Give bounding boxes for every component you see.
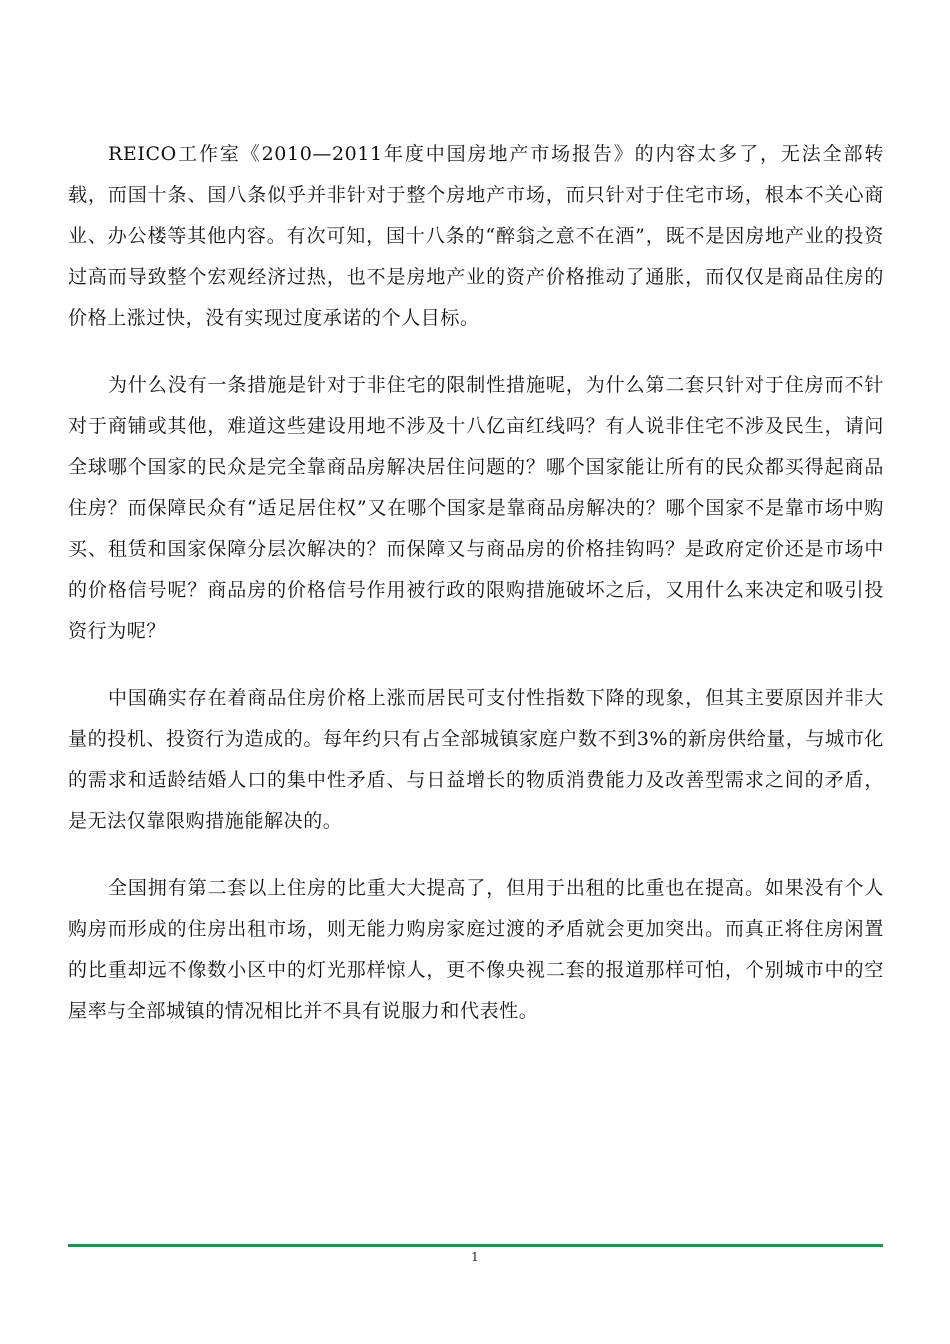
document-body [68,134,884,1058]
footer-divider [68,1244,883,1247]
paragraph-4: 全国拥有第二套以上住房的比重大大提高了，但用于出租的比重也在提高。如果没有个人购房而形成的住房出租市场，则无能力购房家庭过渡的矛盾就会更加突出。而真正将住房闲置的比重却远不像数小区中的灯光那样惊人，更不像央视二套的报道那样可怕，个别城市中的空屋率与全部城镇的情况相比并不具有说服力和代表性。 [68,877,884,1022]
paragraph-1: REICO工作室《2010—2011年度中国房地产市场报告》的内容太多了，无法全部转载，而国十条、国八条似乎并非针对于整个房地产市场，而只针对于住宅市场，根本不关心商业、办公楼等其他内容。有次可知，国十八条的“醉翁之意不在酒”，既不是因房地产业的投资过高而导致整个宏观经济过热，也不是房地产业的资产价格推动了通胀，而仅仅是商品住房的价格上涨过快，没有实现过度承诺的个人目标。 [68,143,884,329]
paragraph-2: 为什么没有一条措施是针对于非住宅的限制性措施呢，为什么第二套只针对于住房而不针对于商铺或其他，难道这些建设用地不涉及十八亿亩红线吗？有人说非住宅不涉及民生，请问全球哪个国家的民众是完全靠商品房解决居住问题的？哪个国家能让所有的民众都买得起商品住房？而保障民众有“适足居住权”又在哪个国家是靠商品房解决的？哪个国家不是靠市场中购买、租赁和国家保障分层次解决的？而保障又与商品房的价格挂钩吗？是政府定价还是市场中的价格信号呢？商品房的价格信号作用被行政的限购措施破坏之后，又用什么来决定和吸引投资行为呢？ [68,374,884,642]
paragraph-3: 中国确实存在着商品住房价格上涨而居民可支付性指数下降的现象，但其主要原因并非大量的投机、投资行为造成的。每年约只有占全部城镇家庭户数不到3%的新房供给量，与城市化的需求和适龄结婚人口的集中性矛盾、与日益增长的物质消费能力及改善型需求之间的矛盾，是无法仅靠限购措施能解决的。 [68,687,884,832]
page-number: 1 [471,1250,479,1264]
